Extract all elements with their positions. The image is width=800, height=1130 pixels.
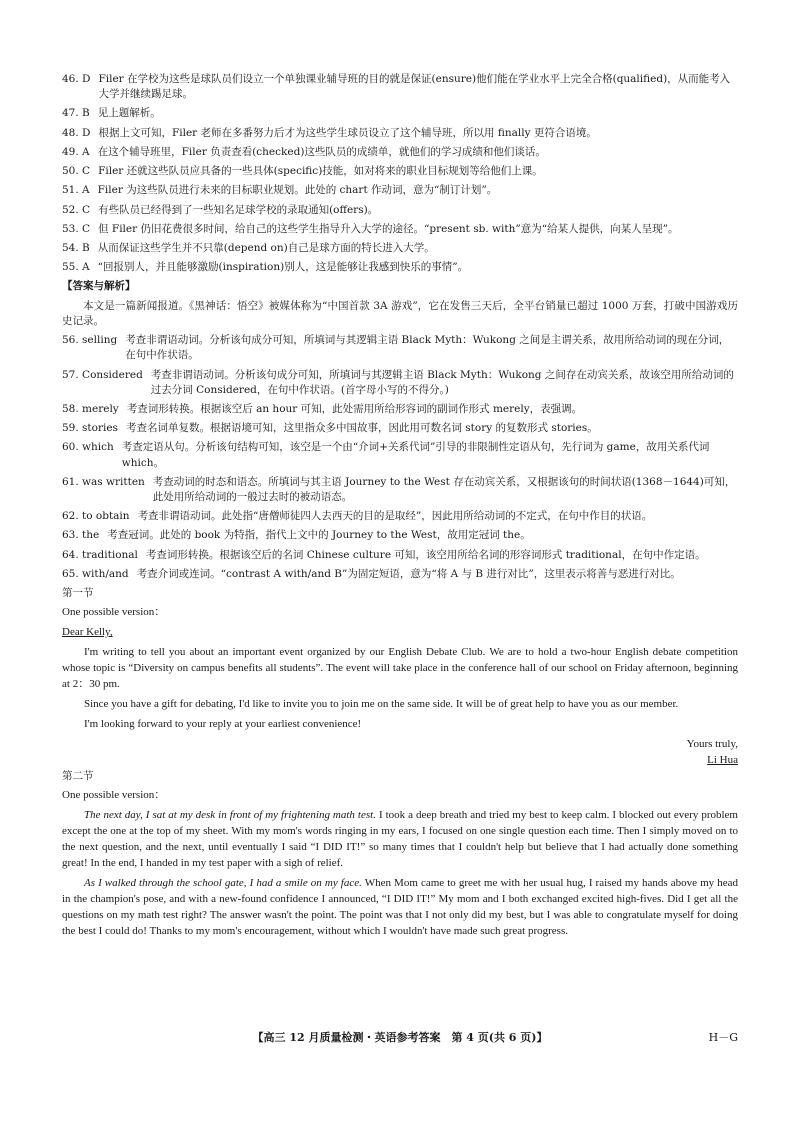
answer-analysis-heading: 【答案与解析】 <box>62 280 136 293</box>
answer-explanation: 考查介词或连词。“contrast A with/and B”为固定短语，意为“将 A 与 B 进行对比”，这里表示将善与恶进行对比。 <box>136 567 681 580</box>
answer-item <box>62 548 738 563</box>
answer-explanation: 考查冠词。此处的 book 为特指，指代上文中的 Journey to the West，故用定冠词 the。 <box>107 529 531 542</box>
answer-item <box>62 222 738 237</box>
answer-explanation: 考查动词的时态和语态。所填词与其主语 Journey to the West 存在动宾关系，又根据该句的时间状语(1368－1644)可知，此处用所给动词的一般过去时的被动语态。 <box>152 475 736 504</box>
grammar-fill-answers <box>62 333 738 582</box>
answer-explanation: 在这个辅导班里，Filer 负责查看(checked)这些队员的成绩单，就他们的学习成绩和他们谈话。 <box>97 145 546 158</box>
answer-number: 54. B <box>62 241 90 254</box>
answer-item <box>62 567 738 582</box>
answer-explanation: 见上题解析。 <box>97 107 161 120</box>
answer-explanation: 从而保证这些学生并不只靠(depend on)自己是球方面的特长进入大学。 <box>97 241 435 254</box>
answer-number: 62. to obtain <box>62 510 130 523</box>
answer-number: 55. A <box>62 261 90 274</box>
section2-version-label: One possible version： <box>62 789 166 801</box>
answer-number: 63. the <box>62 529 100 542</box>
letter-closing: Yours truly, <box>686 737 738 750</box>
answer-explanation: Filer 为这些队员进行未来的目标职业规划。此处的 chart 作动词，意为“制订计划”。 <box>97 184 498 197</box>
answer-number: 56. selling <box>62 334 118 347</box>
answer-item <box>62 475 738 505</box>
answer-explanation: 考查名词单复数。根据语境可知，这里指众多中国故事，因此用可数名词 story 的复数形式 stories。 <box>125 422 598 435</box>
cloze-answers <box>62 72 738 275</box>
answer-item <box>62 145 738 160</box>
answer-explanation: Filer 在学校为这些是球队员们设立一个单独课业辅导班的目的就是保证(ensure)他们能在学业水平上完全合格(qualified)，从而能考入大学并继续踢足球。 <box>98 73 731 101</box>
answer-explanation: 有些队员已经得到了一些知名足球学校的录取通知(offers)。 <box>98 203 379 216</box>
answer-item <box>62 440 738 470</box>
answer-number: 49. A <box>62 145 90 158</box>
answer-number: 65. with/and <box>62 567 129 580</box>
answer-item <box>62 528 738 543</box>
answer-number: 57. Considered <box>62 368 143 381</box>
answer-explanation: 考查词形转换。根据该空后 an hour 可知，此处需用所给形容词的副词作形式 merely，表强调。 <box>126 402 583 415</box>
answer-item <box>62 402 738 417</box>
answer-number: 53. C <box>62 222 91 235</box>
answer-explanation: “回报别人，并且能够激励(inspiration)别人，这是能够让我感到快乐的事情”。 <box>97 261 469 274</box>
letter-paragraph: I'm writing to tell you about an important event organized by our English Debate Club. We are to hold a two-hour English debate competition whose topic is “Diversity on campus benefits all students”. The event will take place in the conference hall of our school on Friday afternoon, beginning at 2：30 pm. <box>62 646 738 691</box>
answer-item <box>62 241 738 256</box>
story-p1-body: I took a deep breath and tried my best to keep calm. I blocked out every problem except the one at the top of my sheet. With my mom's words ringing in my ears, I focused on one single question each time. Then I simply moved on to the next question, and the next, until eventually I said “I DID IT!” so many times that I couldn't help but believe that I had actually done something great! In the end, I handed in my test paper with a sigh of relief. <box>62 808 738 869</box>
answer-item <box>62 164 738 179</box>
answer-item <box>62 126 738 141</box>
passage-intro: 本文是一篇新闻报道。《黑神话：悟空》被媒体称为“中国首款 3A 游戏”，它在发售三天后，全平台销量已超过 1000 万套，打破中国游戏历史记录。 <box>62 299 738 327</box>
answer-explanation: 但 Filer 仍旧花费很多时间，给自己的这些学生指导升入大学的途径。“present sb. with”意为“给某人提供，向某人呈现”。 <box>98 222 679 235</box>
section1-version-label: One possible version： <box>62 606 166 619</box>
answer-item <box>62 183 738 198</box>
section1-heading: 第一节 <box>62 587 94 600</box>
answer-item <box>62 260 738 275</box>
letter-salutation: Dear Kelly, <box>62 626 113 639</box>
page-footer <box>62 1030 738 1046</box>
letter-signature: Li Hua <box>707 753 738 766</box>
letter-paragraph: Since you have a gift for debating, I'd like to invite you to join me on the same side. It will be of great help to have you as our member. <box>84 698 679 711</box>
answer-number: 61. was written <box>62 475 145 488</box>
answer-explanation: 考查词形转换。根据该空后的名词 Chinese culture 可知，该空用所给名词的形容词形式 traditional，在句中作定语。 <box>145 548 706 561</box>
answer-explanation: 考查非谓语动词。此处指“唐僧师徒四人去西天的目的是取经”，因此用所给动词的不定式，在句中作目的状语。 <box>137 510 653 523</box>
answer-explanation: 根据上文可知，Filer 老师在多番努力后才为这些学生球员设立了这个辅导班，所以用 finally 更符合语境。 <box>98 126 597 139</box>
story-p2-body: When Mom came to greet me with her usual hug, I raised my hands above my head in the champion's pose, and with a new-found confidence I announced, “I DID IT!” My mom and I both exchanged excited high-fives. Did I get all the questions on my math test right? The answer wasn't the point. The point was that I not only did my best, but I was able to congratulate myself for doing the best I could do! Thanks to my mom's encouragement, without which I wouldn't have made such great progress. <box>62 876 738 937</box>
page-content <box>62 72 738 943</box>
answer-explanation: 考查非谓语动词。分析该句成分可知，所填词与其逻辑主语 Black Myth：Wukong 之间是主谓关系，故用所给动词的现在分词，在句中作状语。 <box>125 334 730 362</box>
answer-explanation: 考查非谓语动词。分析该句成分可知，所填词与其逻辑主语 Black Myth：Wukong 之间存在动宾关系，故该空用所给动词的过去分词 Considered，在句中作状语。(首字母小写的不得分。) <box>150 368 734 396</box>
answer-item <box>62 509 738 524</box>
answer-explanation: Filer 还就这些队员应具备的一些具体(specific)技能，如对将来的职业目标规划等给他们上课。 <box>98 165 543 178</box>
answer-number: 46. D <box>62 73 91 85</box>
answer-item <box>62 421 738 436</box>
story-paragraph-2 <box>62 876 738 940</box>
footer-title: 【高三 12 月质量检测・英语参考答案 第 4 页(共 6 页)】 <box>252 1031 548 1044</box>
answer-number: 48. D <box>62 126 91 139</box>
section2-heading: 第二节 <box>62 769 94 782</box>
answer-item <box>62 333 738 363</box>
answer-item <box>62 368 738 398</box>
answer-number: 59. stories <box>62 422 118 435</box>
answer-number: 52. C <box>62 203 91 216</box>
answer-item <box>62 106 738 121</box>
answer-item <box>62 72 738 102</box>
answer-number: 60. which <box>62 441 114 454</box>
answer-number: 58. merely <box>62 402 119 415</box>
story-p2-lead: As I walked through the school gate, I had a smile on my face. <box>84 876 362 889</box>
answer-item <box>62 203 738 218</box>
footer-code: H－G <box>708 1031 738 1044</box>
letter-paragraph: I'm looking forward to your reply at your earliest convenience! <box>84 717 362 730</box>
answer-explanation: 考查定语从句。分析该句结构可知，该空是一个由“介词+关系代词”引导的非限制性定语从句，先行词为 game，故用关系代词 which。 <box>121 441 710 469</box>
answer-number: 64. traditional <box>62 548 138 561</box>
answer-number: 47. B <box>62 107 90 120</box>
story-paragraph-1 <box>62 808 738 872</box>
story-p1-lead: The next day, I sat at my desk in front of my frightening math test. <box>84 808 376 821</box>
answer-number: 50. C <box>62 165 91 178</box>
answer-number: 51. A <box>62 184 90 197</box>
